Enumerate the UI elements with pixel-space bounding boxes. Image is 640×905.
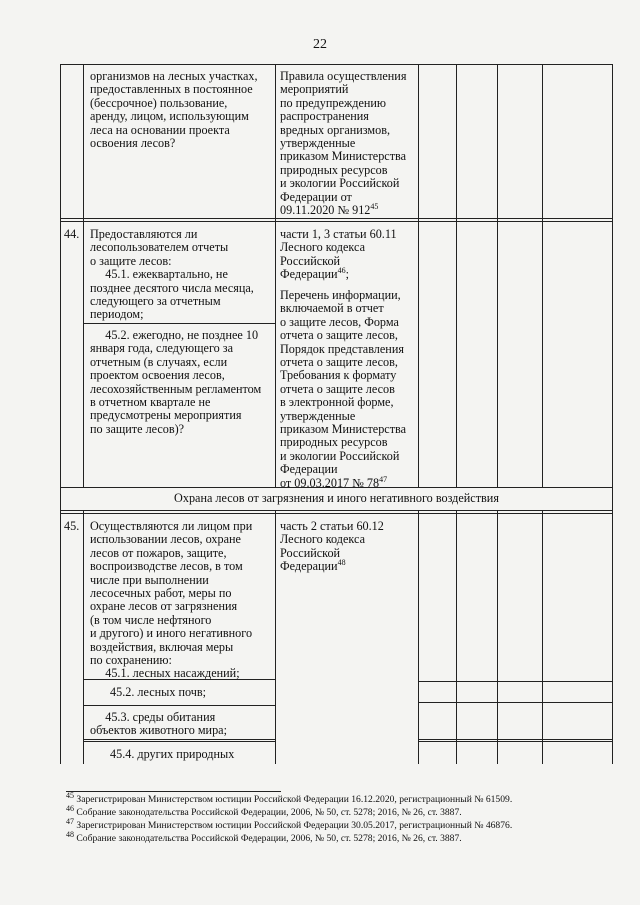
table-rule (60, 64, 61, 764)
table-rule (418, 739, 613, 740)
row-45-question: Осуществляются ли лицом при использовании лесов, охране лесов от пожаров, защите, воспроизводстве лесов, в том числе при выполнении лесосечных работ, меры по охране лесов от загрязнения (в том числе нефтяного и другого) и иного негативного воздействия, включая меры по сохранению: 45.1. лесных насаждений; (90, 519, 253, 681)
row-44-basis-1: части 1, 3 статьи 60.11 Лесного кодекса Российской Федерации$^{46}$; (280, 227, 397, 282)
table-rule (60, 513, 613, 514)
footnote: $^{46}$ Собрание законодательства Российской Федерации, 2006, № 50, ст. 5278; 2016, № 26, ст. 3887. (66, 803, 462, 818)
row-44-number: 44. (64, 227, 80, 241)
row-cont-basis: Правила осуществления мероприятий по предупреждению распространения вредных организмов, утвержденные приказом Министерства природных ресурсов и экологии Российской Федерации от 09.11.2020 № $912^{45}$ (280, 69, 407, 218)
row-45-number: 45. (64, 519, 80, 533)
table-rule (418, 702, 613, 703)
table-rule (418, 510, 419, 764)
table-rule (456, 510, 457, 764)
table-rule (83, 510, 84, 764)
row-cont-question: организмов на лесных участках, предоставленных в постоянное (бессрочное) пользование, аренду, лицом, использующим леса на основании проекта освоения лесов? (90, 69, 258, 151)
table-rule (418, 64, 419, 487)
table-rule (83, 741, 275, 742)
table-rule (83, 64, 84, 487)
page-number: 22 (313, 37, 327, 52)
table-rule (60, 218, 613, 219)
row-45-basis: часть 2 статьи 60.12 Лесного кодекса Российской Федерации$^{48}$ (280, 519, 384, 574)
table-rule (542, 510, 543, 764)
table-rule (60, 64, 613, 65)
table-rule (612, 64, 613, 764)
table-rule (418, 741, 613, 742)
table-rule (60, 510, 613, 511)
footnote: $^{47}$ Зарегистрирован Министерством юстиции Российской Федерации 30.05.2017, регистрационный № 46876. (66, 816, 513, 831)
table-rule (83, 705, 275, 706)
table-rule (542, 64, 543, 487)
table-rule (418, 681, 613, 682)
footnote: $^{45}$ Зарегистрирован Министерством юстиции Российской Федерации 16.12.2020, регистрационный № 61509. (66, 790, 513, 805)
footnote-rule (66, 791, 281, 792)
row-45-subitem-4: 45.4. других природных (110, 747, 235, 761)
row-44-question: Предоставляются ли лесопользователем отчеты о защите лесов: 45.1. ежеквартально, не позднее десятого числа месяца, следующего за отчетным периодом; (90, 227, 254, 322)
table-rule (497, 64, 498, 487)
section-header: Охрана лесов от загрязнения и иного негативного воздействия (174, 491, 499, 505)
row-45-subitem-2: 45.2. лесных почв; (110, 685, 207, 699)
footnote: $^{48}$ Собрание законодательства Российской Федерации, 2006, № 50, ст. 5278; 2016, № 26, ст. 3887. (66, 829, 462, 844)
table-rule (275, 64, 276, 487)
table-rule (275, 510, 276, 764)
row-44-subitem-2: 45.2. ежегодно, не позднее 10 января года, следующего за отчетным (в случаях, если проектом освоения лесов, лесохозяйственным регламентом в отчетном квартале не предусмотрены мероприятия по защите лесов)? (90, 328, 262, 436)
table-rule (60, 221, 613, 222)
table-rule (83, 739, 275, 740)
table-rule (456, 64, 457, 487)
row-44-basis-2: Перечень информации, включаемой в отчет о защите лесов, Форма отчета о защите лесов, Порядок представления отчета о защите лесов, Требования к формату отчета о защите лесов в электронной форме, утвержденные приказом Министерства природных ресурсов и экологии Российской Федерации от 09.03.2017 № $78^{47}$ (280, 288, 407, 490)
table-rule (83, 323, 275, 324)
table-rule (497, 510, 498, 764)
row-45-subitem-3: 45.3. среды обитания объектов животного мира; (90, 710, 227, 738)
